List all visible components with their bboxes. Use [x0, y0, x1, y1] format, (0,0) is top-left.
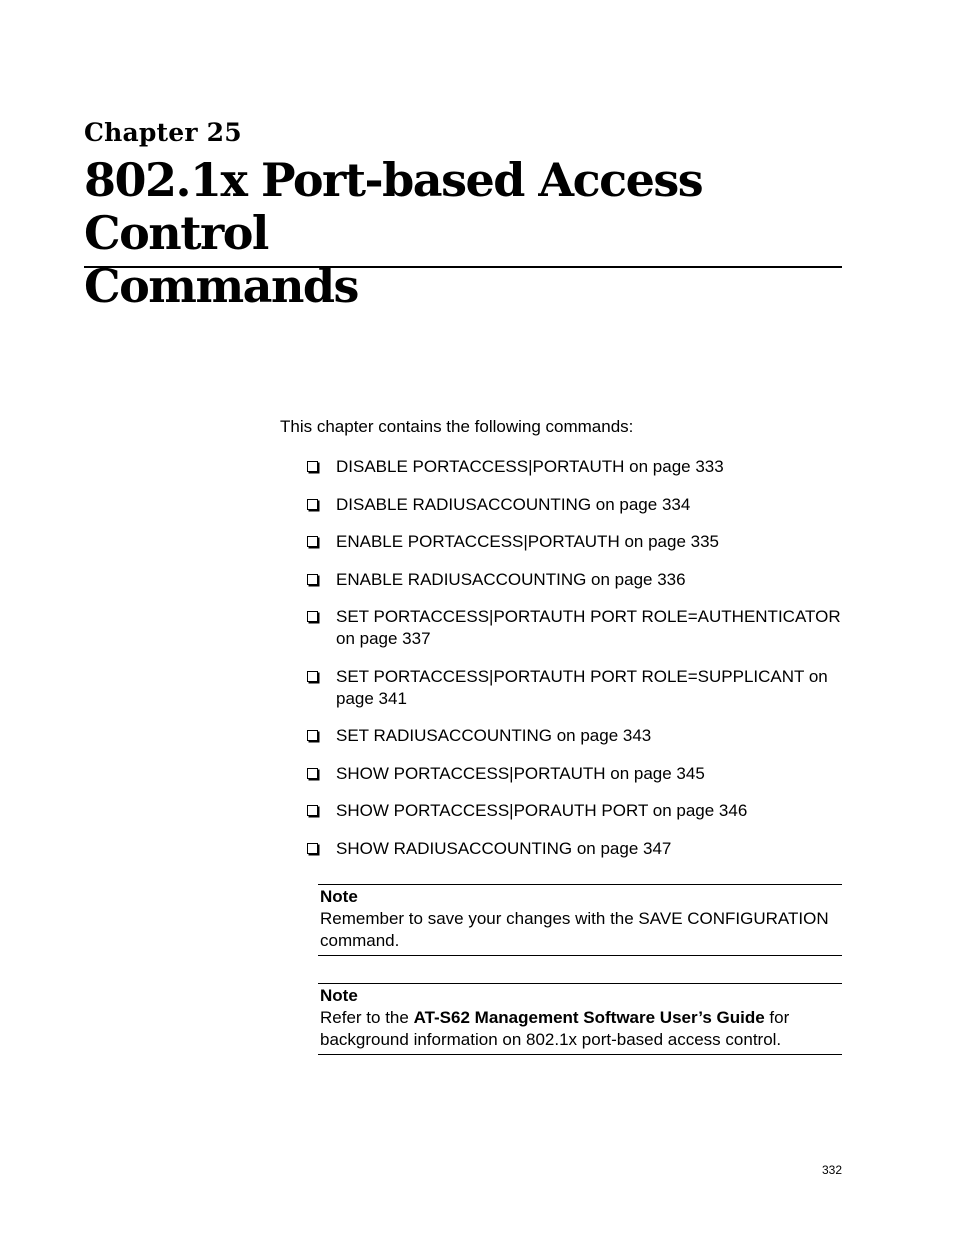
command-link[interactable]: SET PORTACCESS|PORTAUTH PORT ROLE=AUTHENTICATOR on page 337	[336, 607, 841, 648]
command-link[interactable]: ENABLE PORTACCESS|PORTAUTH on page 335	[336, 532, 719, 551]
chapter-title	[84, 154, 884, 313]
command-list-item	[307, 494, 847, 516]
note-heading: Note	[320, 986, 358, 1005]
command-list-item	[307, 456, 847, 478]
title-rule	[84, 266, 842, 268]
note-rule-bottom	[318, 1054, 842, 1055]
note-text-before: Refer to the	[320, 1008, 414, 1027]
checkbox-bullet-icon	[307, 671, 318, 682]
command-list-item	[307, 531, 847, 553]
chapter-title-line-2: Commands	[84, 259, 358, 313]
checkbox-bullet-icon	[307, 461, 318, 472]
intro-text: This chapter contains the following commands:	[280, 417, 634, 436]
user-guide-title: AT-S62 Management Software User’s Guide	[413, 1008, 765, 1027]
command-list-item	[307, 725, 847, 747]
command-link[interactable]: SHOW PORTACCESS|PORTAUTH on page 345	[336, 763, 705, 783]
command-link[interactable]: SET PORTACCESS|PORTAUTH PORT ROLE=SUPPLICANT on page 341	[336, 666, 828, 708]
note-text-after: for background information on 802.1x port-based access control.	[320, 1008, 790, 1049]
note-rule-bottom	[318, 955, 842, 956]
checkbox-bullet-icon	[307, 768, 318, 779]
note-body	[318, 984, 842, 1054]
command-list-item	[307, 666, 847, 710]
note-text: Remember to save your changes with the SAVE CONFIGURATION command.	[320, 909, 829, 950]
note-body	[318, 885, 842, 955]
command-link[interactable]: SET RADIUSACCOUNTING on page 343	[336, 726, 652, 745]
note-save-configuration	[318, 884, 842, 956]
chapter-label: Chapter 25	[84, 118, 242, 147]
command-list-item	[307, 800, 847, 822]
note-heading: Note	[320, 887, 358, 906]
note-user-guide-reference	[318, 983, 842, 1055]
checkbox-bullet-icon	[307, 574, 318, 585]
command-list	[307, 456, 847, 875]
command-link[interactable]: DISABLE PORTACCESS|PORTAUTH on page 333	[336, 457, 724, 476]
command-link[interactable]: SHOW RADIUSACCOUNTING on page 347	[336, 838, 672, 858]
command-link[interactable]: SHOW PORTACCESS|PORAUTH PORT on page 346	[336, 801, 748, 820]
checkbox-bullet-icon	[307, 843, 318, 854]
checkbox-bullet-icon	[307, 730, 318, 741]
checkbox-bullet-icon	[307, 536, 318, 547]
command-list-item	[307, 838, 847, 860]
checkbox-bullet-icon	[307, 611, 318, 622]
checkbox-bullet-icon	[307, 499, 318, 510]
page-number: 332	[821, 1163, 842, 1177]
checkbox-bullet-icon	[307, 805, 318, 816]
command-list-item	[307, 763, 847, 785]
chapter-title-line-1: 802.1x Port-based Access Control	[84, 153, 703, 260]
command-link[interactable]: DISABLE RADIUSACCOUNTING on page 334	[336, 494, 691, 514]
command-list-item	[307, 569, 847, 591]
command-link[interactable]: ENABLE RADIUSACCOUNTING on page 336	[336, 569, 686, 589]
command-list-item	[307, 606, 847, 650]
